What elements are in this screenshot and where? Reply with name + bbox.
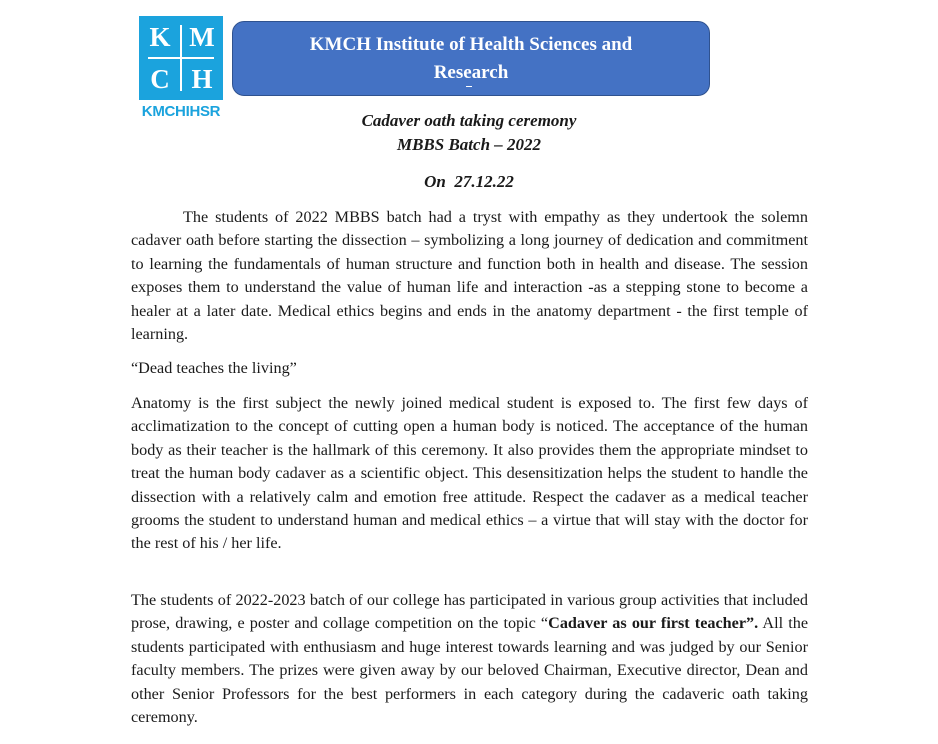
logo-letter-c: C [150, 63, 170, 94]
paragraph-activities-end: All the students participated with enthusiasm and huge interest towards learning and was judged by our Senior faculty members. The prizes were given away by our beloved Chairman, Executive director, Dean and other Senior Professors for the best performers in each category during the cadaveric oath taking ceremony. [131, 614, 808, 727]
logo-caption: KMCHIHSR [141, 103, 221, 120]
banner-line-1: KMCH Institute of Health Sciences and [309, 34, 633, 55]
logo-divider-horizontal [148, 57, 214, 59]
batch-title: MBBS Batch – 2022 [396, 135, 542, 154]
paragraph-activities [131, 589, 808, 729]
banner-mark [466, 86, 472, 87]
quote-line: “Dead teaches the living” [131, 359, 297, 377]
paragraph-anatomy: Anatomy is the first subject the newly joined medical student is exposed to. The first few days of acclimatization to the concept of cutting open a human body is noticed. The acceptance of the human body as their teacher is the hallmark of this ceremony. It also provides them the appropriate mindset to treat the human body cadaver as a scientific object. This desensitization helps the student to handle the dissection with a relatively calm and emotion free attitude. Respect the cadaver as a medical teacher grooms the student to understand human and medical ethics – a virtue that will stay with the doctor for the rest of his / her life. [131, 394, 808, 553]
paragraph-activities-start: The students of 2022-2023 batch of our college has participated in various group activities that included prose, drawing, e poster and collage competition on the topic “ [131, 591, 808, 633]
logo-letter-k: K [149, 21, 171, 52]
logo-letter-m: M [189, 21, 215, 52]
paragraph-intro: The students of 2022 MBBS batch had a tryst with empathy as they undertook the solemn cadaver oath before starting the dissection – symbolizing a long journey of dedication and commitment to learning the fundamentals of human structure and function both in health and disease. The session exposes them to understand the value of human life and interaction -as a stepping stone to become a healer at a later date. Medical ethics begins and ends in the anatomy department - the first temple of learning. [131, 208, 808, 344]
competition-topic: Cadaver as our first teacher”. [548, 614, 759, 633]
logo-letter-h: H [191, 63, 213, 94]
kmch-logo [139, 16, 223, 100]
event-date: On 27.12.22 [424, 172, 514, 191]
ceremony-title: Cadaver oath taking ceremony [361, 111, 577, 130]
institute-banner [232, 21, 710, 96]
banner-line-2: Research [433, 62, 509, 83]
